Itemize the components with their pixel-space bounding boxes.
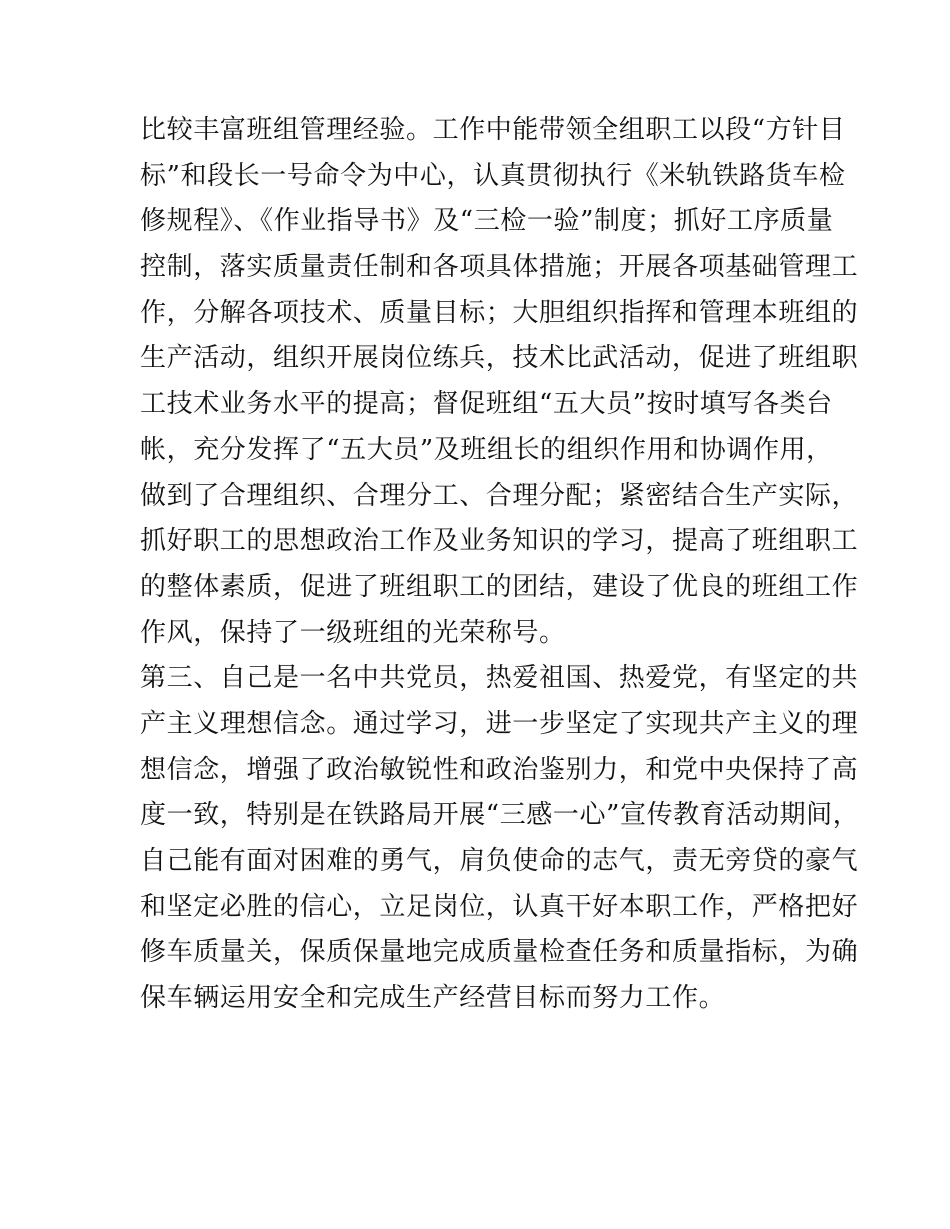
text-line: 保车辆运用安全和完成生产经营目标而努力工作。 [140, 983, 726, 1014]
text-line: 控制，落实质量责任制和各项具体措施；开展各项基础管理工 [140, 252, 859, 283]
body-text [140, 108, 860, 1022]
text-line: 标”和段长一号命令为中心，认真贯彻执行《米轨铁路货车检 [140, 160, 846, 191]
text-line: 帐，充分发挥了“五大员”及班组长的组织作用和协调作用， [140, 434, 833, 465]
text-line: 作，分解各项技术、质量目标；大胆组织指挥和管理本班组的 [140, 297, 859, 328]
paragraph-start-line: 第三、自己是一名中共党员，热爱祖国、热爱党，有坚定的共 [140, 663, 859, 694]
text-line: 度一致，特别是在铁路局开展“三感一心”宣传教育活动期间， [140, 800, 860, 831]
text-line: 做到了合理组织、合理分工、合理分配；紧密结合生产实际， [140, 480, 859, 511]
text-line: 抓好职工的思想政治工作及业务知识的学习，提高了班组职工 [140, 526, 859, 557]
text-line: 想信念，增强了政治敏锐性和政治鉴别力，和党中央保持了高 [140, 754, 859, 785]
text-line: 产主义理想信念。通过学习，进一步坚定了实现共产主义的理 [140, 708, 859, 739]
text-line: 工技术业务水平的提高；督促班组“五大员”按时填写各类台 [140, 389, 833, 420]
text-line: 生产活动，组织开展岗位练兵，技术比武活动，促进了班组职 [140, 343, 859, 374]
text-line: 比较丰富班组管理经验。工作中能带领全组职工以段“方针目 [140, 115, 846, 145]
text-line: 作风，保持了一级班组的光荣称号。 [140, 617, 566, 648]
text-line: 的整体素质，促进了班组职工的团结，建设了优良的班组工作 [140, 571, 859, 602]
text-line: 修车质量关，保质保量地完成质量检查任务和质量指标，为确 [140, 937, 859, 968]
text-line: 修规程》、《作业指导书》及“三检一验”制度；抓好工序质量 [140, 206, 834, 237]
text-line: 自己能有面对困难的勇气，肩负使命的志气，责无旁贷的豪气 [140, 846, 859, 876]
text-line: 和坚定必胜的信心，立足岗位，认真干好本职工作，严格把好 [140, 891, 859, 922]
